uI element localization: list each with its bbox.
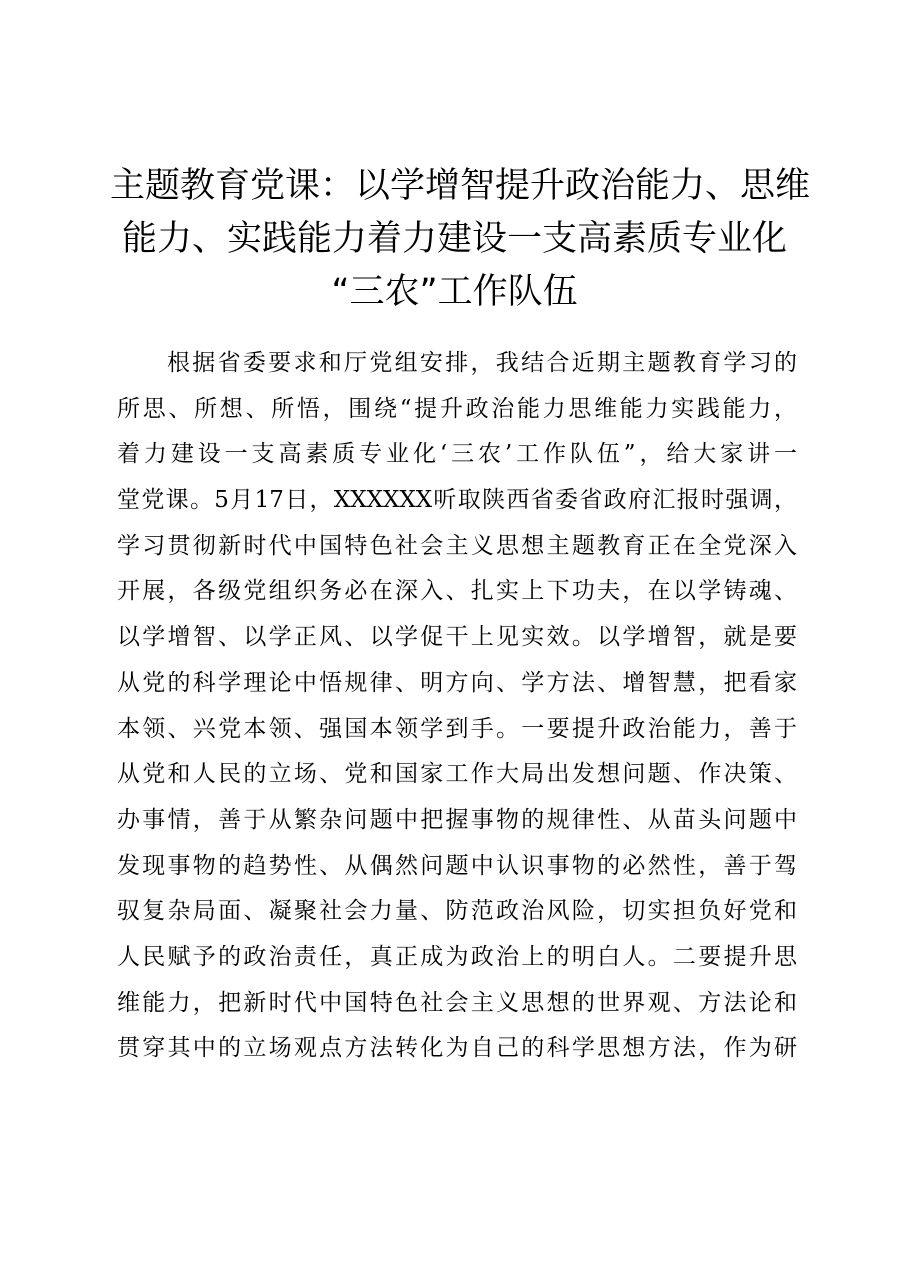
paragraph-line: 所思、所想、所悟，围绕“提升政治能力思维能力实践能力， [117,395,797,422]
paragraph-line: 着力建设一支高素质专业化‘三农’工作队伍”，给大家讲一 [117,441,797,468]
title-line: 能力、实践能力着力建设一支高素质专业化 [121,219,787,259]
paragraph-line: 从党和人民的立场、党和国家工作大局出发想问题、作决策、 [117,761,797,788]
paragraph-line: 从党的科学理论中悟规律、明方向、学方法、增智慧，把看家 [117,669,797,696]
document-title [110,160,811,319]
body-paragraph [117,341,797,1072]
paragraph-line: 办事情，善于从繁杂问题中把握事物的规律性、从苗头问题中 [117,806,797,833]
paragraph-line: 堂党课。5月17日，XXXXXX听取陕西省委省政府汇报时强调， [117,487,797,514]
paragraph-line: 贯穿其中的立场观点方法转化为自己的科学思想方法，作为研 [117,1035,797,1062]
paragraph-line: 根据省委要求和厅党组安排，我结合近期主题教育学习的 [167,350,797,376]
paragraph-line: 维能力，把新时代中国特色社会主义思想的世界观、方法论和 [117,989,797,1016]
paragraph-line: 人民赋予的政治责任，真正成为政治上的明白人。二要提升思 [117,943,797,970]
paragraph-line: 学习贯彻新时代中国特色社会主义思想主题教育正在全党深入 [117,532,797,559]
title-line: 主题教育党课：以学增智提升政治能力、思维 [110,166,811,206]
paragraph-line: 发现事物的趋势性、从偶然问题中认识事物的必然性，善于驾 [117,852,797,879]
paragraph-line: 以学增智、以学正风、以学促干上见实效。以学增智，就是要 [117,624,797,651]
paragraph-line: 本领、兴党本领、强国本领学到手。一要提升政治能力，善于 [117,715,797,742]
paragraph-line: 驭复杂局面、凝聚社会力量、防范政治风险，切实担负好党和 [117,898,797,925]
title-line: “三农”工作队伍 [331,272,578,312]
paragraph-line: 开展，各级党组织务必在深入、扎实上下功夫，在以学铸魂、 [117,578,797,605]
